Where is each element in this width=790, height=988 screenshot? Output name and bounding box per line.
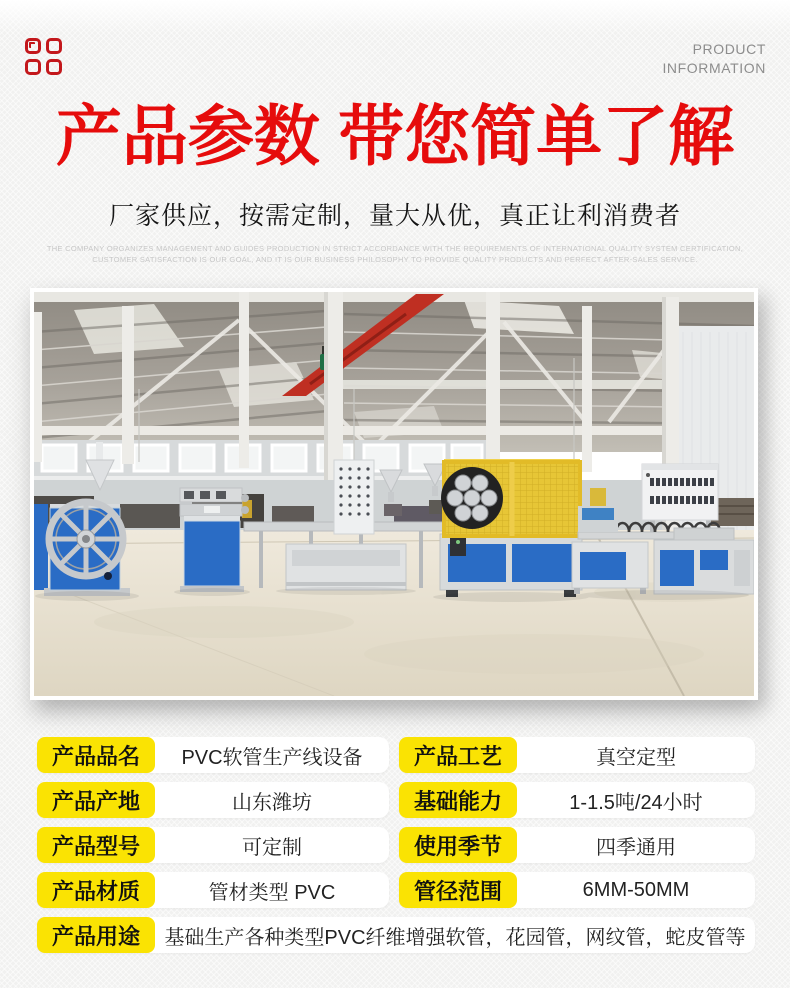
spec-cell — [37, 782, 389, 818]
spec-value: PVC软管生产线设备 — [181, 746, 363, 769]
logo-square — [25, 38, 41, 54]
logo-square — [46, 38, 62, 54]
spec-value: 6MM-50MM — [582, 878, 690, 901]
spec-label: 产品产地 — [37, 782, 155, 818]
spec-label: 产品工艺 — [399, 737, 517, 773]
spec-value: 1-1.5吨/24小时 — [569, 791, 703, 814]
spec-label: 产品用途 — [37, 917, 155, 953]
spec-cell — [399, 872, 755, 908]
haul-off-machine — [180, 488, 249, 592]
spec-cell — [37, 917, 755, 953]
spec-label: 产品材质 — [37, 872, 155, 908]
spec-row-3 — [37, 827, 755, 863]
english-caption-line-1: THE COMPANY ORGANIZES MANAGEMENT AND GUIDES PRODUCTION IN STRICT ACCORDANCE WITH THE REQUIREMENTS OF INTERNATIONAL QUALITY SYSTEM CERTIFICATION, — [46, 244, 744, 253]
spec-row-4 — [37, 872, 755, 908]
english-caption-line-2: CUSTOMER SATISFACTION IS OUR GOAL, AND IT IS OUR BUSINESS PHILOSOPHY TO PROVIDE QUALITY PRODUCTS AND PERFECT AFTER-SALES SERVICE. — [92, 255, 698, 264]
spec-value: 基础生产各种类型PVC纤维增强软管，花园管，网纹管，蛇皮管等 — [164, 926, 746, 949]
spec-cell — [37, 737, 389, 773]
tagline-line-1: PRODUCT — [692, 41, 766, 57]
spec-label: 产品品名 — [37, 737, 155, 773]
spec-value: 可定制 — [242, 836, 302, 859]
logo-square — [25, 59, 41, 75]
spec-label: 使用季节 — [399, 827, 517, 863]
spec-value: 真空定型 — [596, 746, 676, 769]
english-caption — [40, 243, 750, 265]
factory-photo — [30, 288, 758, 700]
logo-square — [46, 59, 62, 75]
spec-cell — [399, 782, 755, 818]
spec-value: 四季通用 — [596, 836, 676, 859]
spec-cell — [399, 737, 755, 773]
spec-row-1 — [37, 737, 755, 773]
spec-value: 山东潍坊 — [232, 791, 312, 814]
spec-cell — [37, 872, 389, 908]
spec-label: 基础能力 — [399, 782, 517, 818]
spec-row-2 — [37, 782, 755, 818]
spec-label: 产品型号 — [37, 827, 155, 863]
factory-photo-illustration — [34, 292, 754, 696]
blue-machine-edge — [34, 504, 48, 590]
spec-cell — [37, 827, 389, 863]
control-cabinet-center — [334, 460, 374, 534]
product-information-tagline — [662, 40, 766, 78]
spec-table — [37, 737, 755, 962]
spec-value: 管材类型 PVC — [208, 881, 336, 904]
grid-logo-icon — [25, 38, 62, 75]
spec-cell — [399, 827, 755, 863]
spec-label: 管径范围 — [399, 872, 517, 908]
page-subtitle: 厂家供应，按需定制，量大从优，真正让利消费者 — [108, 202, 681, 230]
page-title: 产品参数 带您简单了解 — [55, 99, 735, 173]
tagline-line-2: INFORMATION — [662, 60, 766, 76]
spec-row-5 — [37, 917, 755, 953]
yellow-cage-machine — [440, 459, 582, 597]
